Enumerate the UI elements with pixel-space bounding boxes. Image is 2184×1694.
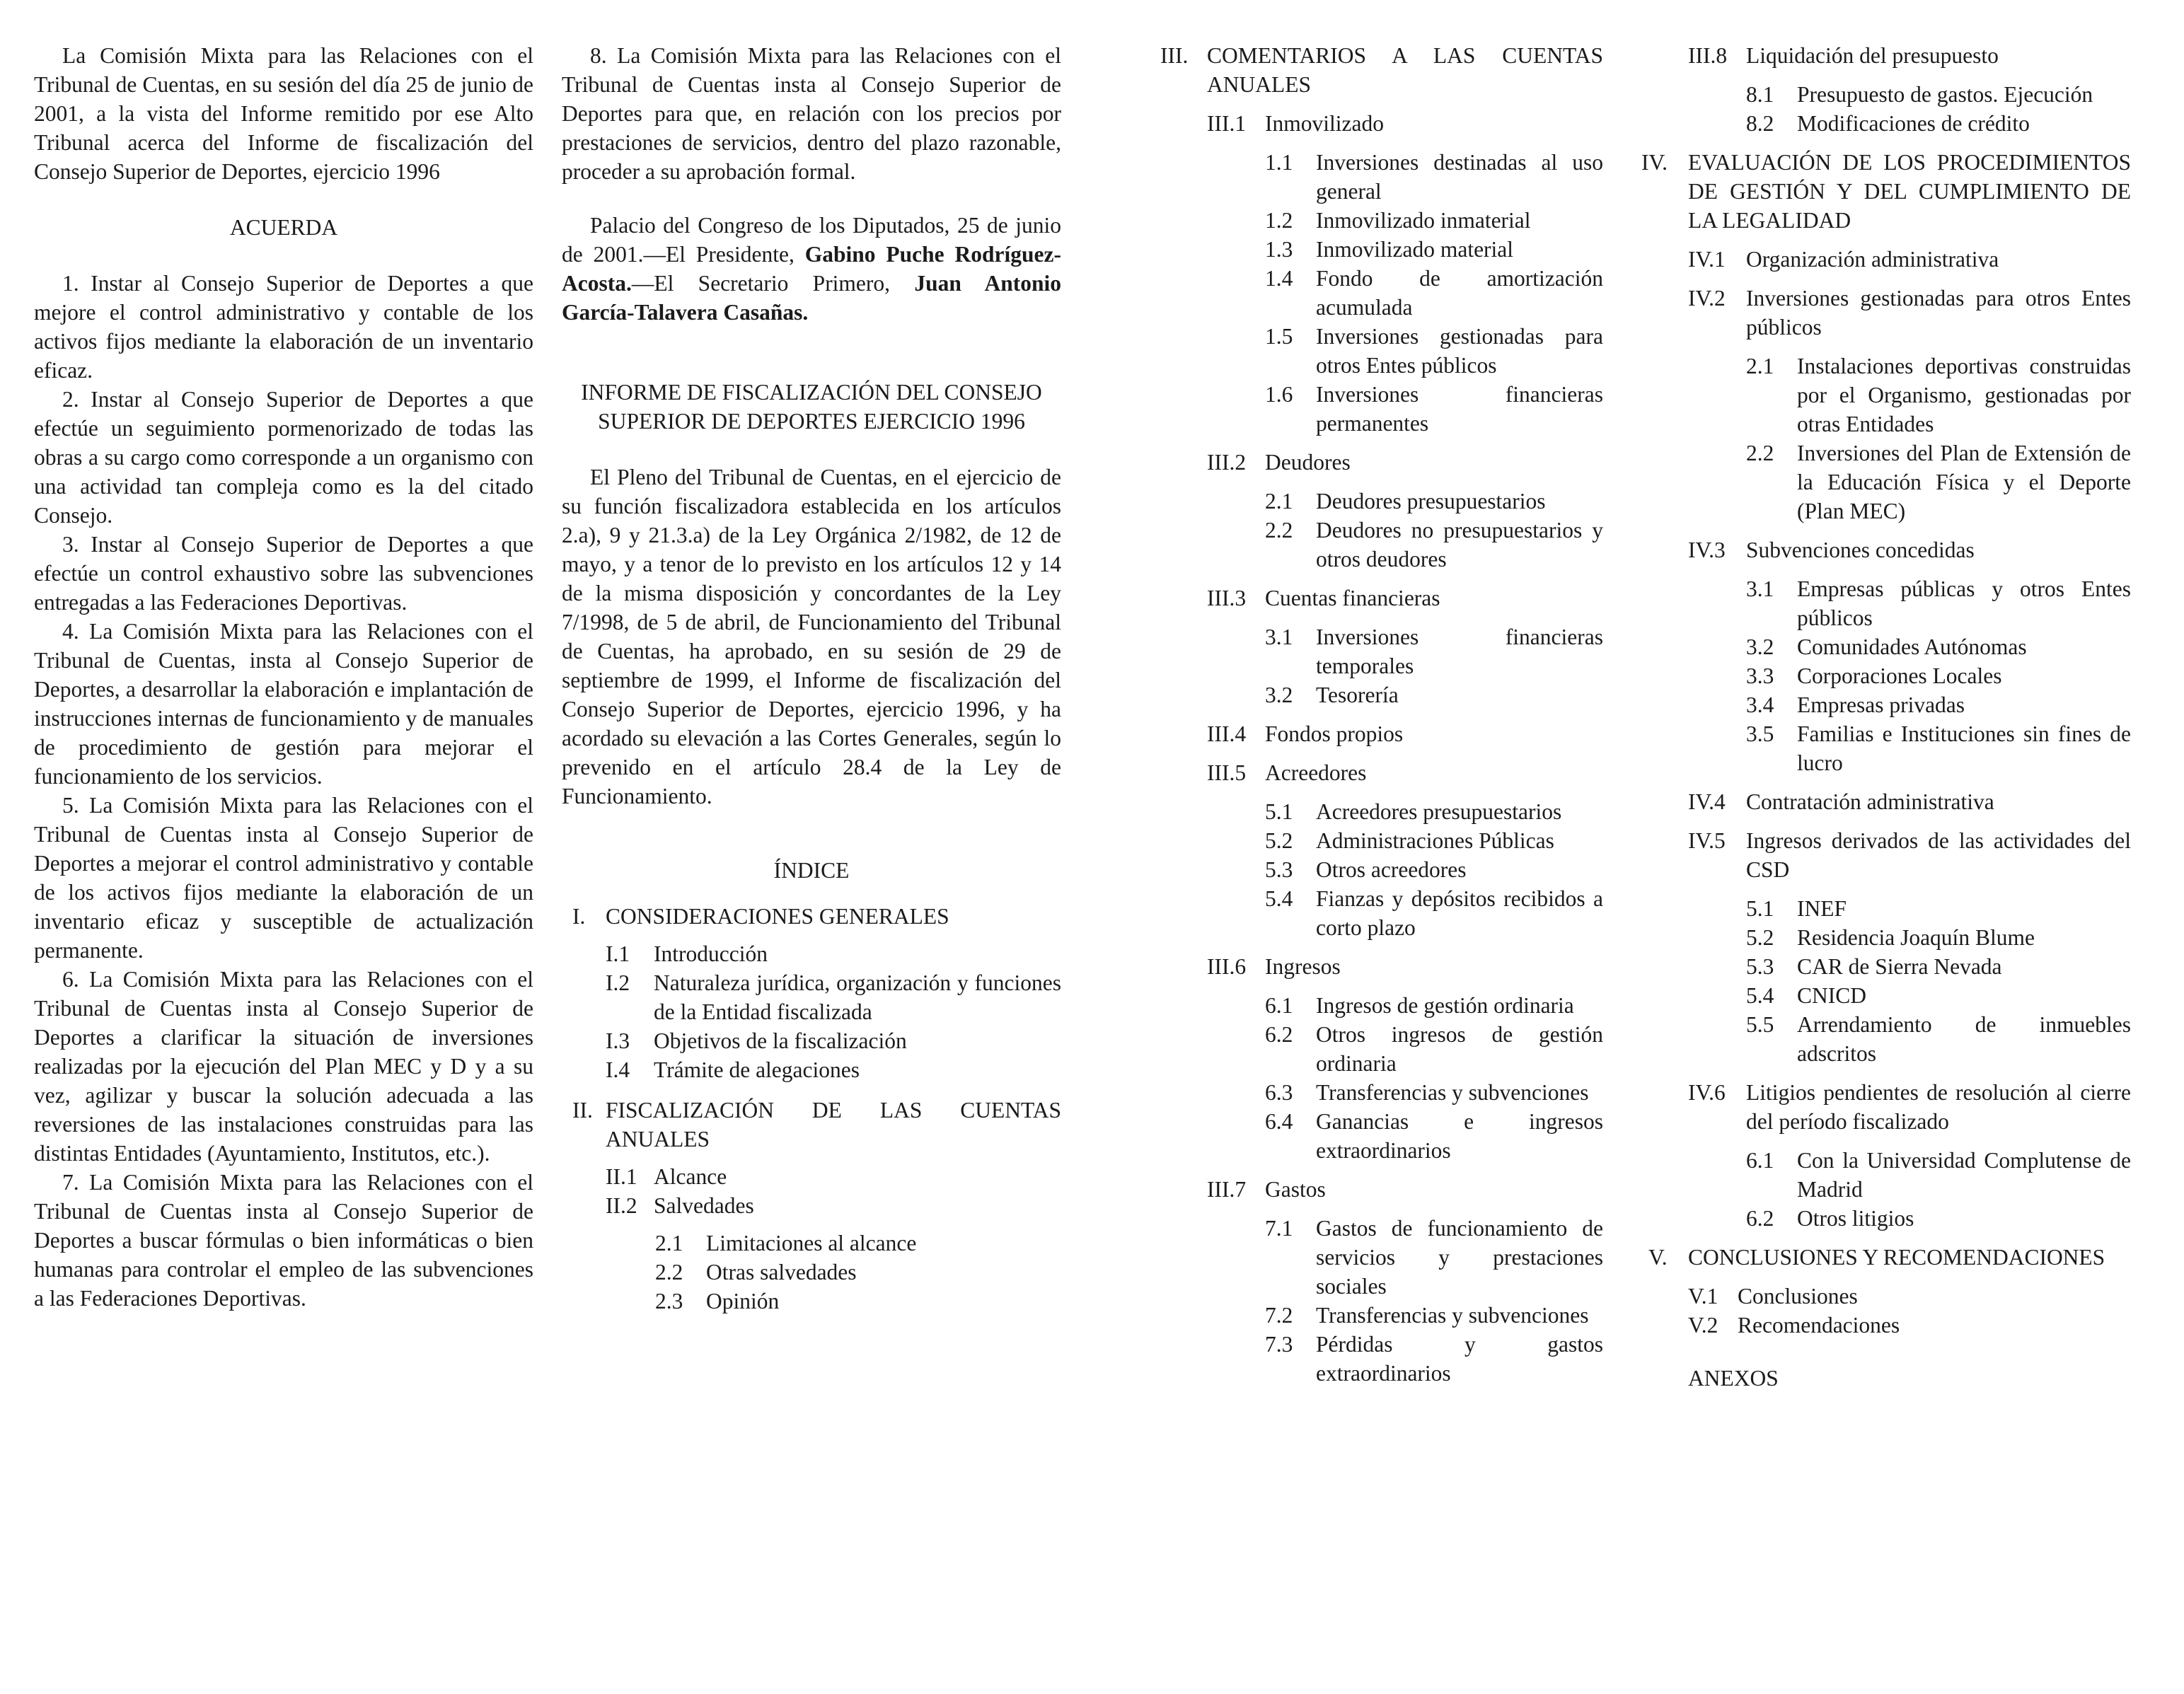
- toc-text: Pérdidas y gastos extraordinarios: [1316, 1332, 1603, 1386]
- toc-text: Deudores no presupuestarios y otros deudores: [1316, 518, 1603, 572]
- toc-subsection: [1207, 1175, 1603, 1204]
- toc-item: [1265, 622, 1603, 680]
- toc-number: 6.3: [1265, 1080, 1293, 1105]
- toc-item: [1746, 894, 2131, 923]
- toc-text: CAR de Sierra Nevada: [1797, 954, 2002, 979]
- toc-number: 2.2: [655, 1260, 683, 1284]
- toc-item: [1746, 952, 2131, 981]
- intro-paragraph: La Comisión Mixta para las Relaciones con el Tribunal de Cuentas, en su sesión del día 25 de junio de 2001, a la vista del Informe remitido por ese Alto Tribunal acerca del Informe de fiscalización del Consejo Superior de Deportes, ejercicio 1996: [34, 43, 533, 184]
- toc-item: [1746, 981, 2131, 1010]
- toc-item: [1746, 719, 2131, 777]
- toc-number: 3.3: [1746, 663, 1774, 688]
- toc-subsection: [1688, 535, 2131, 564]
- toc-text: Arrendamiento de inmuebles adscritos: [1797, 1012, 2131, 1066]
- acuerda-heading: ACUERDA: [229, 215, 338, 240]
- toc-text: CNICD: [1797, 983, 1867, 1008]
- toc-text: Tesorería: [1316, 683, 1399, 707]
- toc-number: III.6: [1207, 954, 1247, 979]
- toc-text: Presupuesto de gastos. Ejecución: [1797, 82, 2093, 107]
- toc-item: [1265, 487, 1603, 516]
- toc-text: Recomendaciones: [1738, 1313, 1900, 1338]
- toc-text: Deudores presupuestarios: [1316, 489, 1546, 514]
- agreement-point-2: 2. Instar al Consejo Superior de Deportes a que efectúe un seguimiento pormenorizado de todas las obras a su cargo como corresponde a un organismo con una actividad tan compleja como es la del citado Consejo.: [34, 387, 533, 528]
- toc-number: II.1: [606, 1164, 637, 1189]
- toc-text: Corporaciones Locales: [1797, 663, 2002, 688]
- toc-number: V.: [1648, 1245, 1668, 1270]
- toc-items-iv-2: [1746, 352, 2131, 526]
- toc-items-v: [1688, 1282, 2131, 1340]
- column-2: [562, 41, 1061, 1316]
- toc-text: Naturaleza jurídica, organización y funciones de la Entidad fiscalizada: [654, 970, 1061, 1024]
- toc-text: Con la Universidad Complutense de Madrid: [1797, 1148, 2131, 1202]
- toc-item: [1265, 797, 1603, 826]
- toc-text: Salvedades: [654, 1193, 754, 1218]
- toc-number: 1.3: [1265, 237, 1293, 262]
- toc-item: [1265, 322, 1603, 380]
- toc-number: III.5: [1207, 760, 1247, 785]
- toc-text: Deudores: [1265, 450, 1351, 475]
- toc-item: [655, 1229, 1061, 1258]
- toc-number: 2.2: [1265, 518, 1293, 543]
- toc-item: [1265, 1020, 1603, 1078]
- toc-text: Alcance: [654, 1164, 727, 1189]
- toc-text: Liquidación del presupuesto: [1746, 43, 1999, 68]
- toc-item: [655, 1258, 1061, 1287]
- toc-text: Comunidades Autónomas: [1797, 634, 2027, 659]
- toc-number: II.: [572, 1098, 593, 1122]
- toc-item: [1746, 80, 2131, 109]
- toc-number: 1.2: [1265, 208, 1293, 233]
- toc-number: 2.1: [655, 1231, 683, 1255]
- toc-subsection: [1207, 719, 1603, 748]
- toc-subsection: [1688, 787, 2131, 816]
- toc-number: 8.2: [1746, 111, 1774, 136]
- president-name: Gabino Puche Rodríguez-Acosta.: [562, 242, 1061, 296]
- toc-subsection: [1207, 109, 1603, 138]
- toc-number: 2.3: [655, 1289, 683, 1313]
- annexes-heading: ANEXOS: [1688, 1366, 1779, 1391]
- toc-number: 5.4: [1265, 886, 1293, 911]
- column-3: [1160, 41, 1603, 1388]
- toc-section-iii: [1160, 41, 1603, 99]
- report-title: INFORME DE FISCALIZACIÓN DEL CONSEJO SUPERIOR DE DEPORTES EJERCICIO 1996: [581, 380, 1042, 434]
- toc-items-iii-2: [1265, 487, 1603, 574]
- toc-title: EVALUACIÓN DE LOS PROCEDIMIENTOS DE GESTIÓN Y DEL CUMPLIMIENTO DE LA LEGALIDAD: [1688, 150, 2131, 233]
- toc-items-iv-5: [1746, 894, 2131, 1068]
- toc-text: Inversiones financieras permanentes: [1316, 382, 1603, 436]
- toc-item: [1265, 1301, 1603, 1330]
- toc-text: Otros litigios: [1797, 1206, 1914, 1231]
- toc-text: Empresas privadas: [1797, 692, 1965, 717]
- toc-number: 7.3: [1265, 1332, 1293, 1357]
- toc-text: Modificaciones de crédito: [1797, 111, 2030, 136]
- toc-number: 3.1: [1746, 576, 1774, 601]
- toc-text: Inmovilizado material: [1316, 237, 1514, 262]
- toc-item: [1265, 680, 1603, 709]
- toc-number: V.2: [1688, 1313, 1718, 1338]
- toc-text: Familias e Instituciones sin fines de lucro: [1797, 721, 2131, 775]
- toc-section-i: [572, 902, 1061, 931]
- toc-number: 5.2: [1265, 828, 1293, 853]
- agreement-point-7: 7. La Comisión Mixta para las Relaciones con el Tribunal de Cuentas insta al Consejo Superior de Deportes a buscar fórmulas o bien informáticas o bien humanas para controlar el empleo de las subvenciones a las Federaciones Deportivas.: [34, 1170, 533, 1311]
- toc-number: 5.2: [1746, 925, 1774, 950]
- toc-item: [1746, 574, 2131, 632]
- toc-text: Inversiones del Plan de Extensión de la Educación Física y el Deporte (Plan MEC): [1797, 441, 2131, 523]
- agreement-point-6: 6. La Comisión Mixta para las Relaciones con el Tribunal de Cuentas insta al Consejo Superior de Deportes a clarificar la situación de inversiones realizadas por la ejecución del Plan MEC y D y a su vez, agilizar y buscar la solución adecuada a las reversiones de las instalaciones construidas para las distintas Entidades (Ayuntamiento, Institutos, etc.).: [34, 967, 533, 1166]
- toc-number: 5.3: [1746, 954, 1774, 979]
- toc-text: Ganancias e ingresos extraordinarios: [1316, 1109, 1603, 1163]
- toc-number: III.4: [1207, 721, 1247, 746]
- toc-items-iii-7: [1265, 1214, 1603, 1388]
- toc-number: 6.1: [1265, 993, 1293, 1018]
- toc-item: [1746, 352, 2131, 439]
- toc-item: [1265, 1078, 1603, 1107]
- toc-text: Objetivos de la fiscalización: [654, 1028, 907, 1053]
- toc-number: 1.6: [1265, 382, 1293, 407]
- toc-text: Otros ingresos de gestión ordinaria: [1316, 1022, 1603, 1076]
- toc-number: III.8: [1688, 43, 1728, 68]
- toc-subsection: [1688, 284, 2131, 342]
- toc-number: 2.1: [1746, 354, 1774, 378]
- toc-text: Limitaciones al alcance: [706, 1231, 917, 1255]
- toc-number: 5.4: [1746, 983, 1774, 1008]
- toc-item: [1746, 1146, 2131, 1204]
- toc-item: [1746, 661, 2131, 690]
- toc-number: 1.5: [1265, 324, 1293, 349]
- toc-number: 5.5: [1746, 1012, 1774, 1037]
- toc-number: I.4: [606, 1057, 630, 1082]
- toc-items-iv-6: [1746, 1146, 2131, 1233]
- toc-subsection: [1207, 584, 1603, 613]
- agreement-point-4: 4. La Comisión Mixta para las Relaciones con el Tribunal de Cuentas, insta al Consejo Superior de Deportes, a desarrollar la elaboración e implantación de instrucciones internas de funcionamiento y de manuales de procedimiento de gestión para mejorar el funcionamiento de los servicios.: [34, 619, 533, 789]
- toc-section-v: [1648, 1243, 2131, 1272]
- toc-items-iii-6: [1265, 991, 1603, 1165]
- toc-text: Acreedores presupuestarios: [1316, 799, 1562, 824]
- toc-text: Empresas públicas y otros Entes públicos: [1797, 576, 2131, 630]
- toc-text: Otras salvedades: [706, 1260, 857, 1284]
- toc-section-i-items: [606, 939, 1061, 1084]
- toc-item: [1746, 1010, 2131, 1068]
- toc-number: IV.5: [1688, 828, 1726, 853]
- toc-number: I.1: [606, 941, 630, 966]
- toc-items-iii-3: [1265, 622, 1603, 709]
- toc-number: III.3: [1207, 586, 1247, 610]
- toc-text: Cuentas financieras: [1265, 586, 1440, 610]
- toc-item: [606, 1191, 1061, 1220]
- toc-item: [1746, 632, 2131, 661]
- toc-title: CONSIDERACIONES GENERALES: [606, 904, 949, 929]
- toc-number: IV.3: [1688, 538, 1726, 562]
- toc-number: 3.2: [1265, 683, 1293, 707]
- toc-number: III.2: [1207, 450, 1247, 475]
- toc-number: 5.3: [1265, 857, 1293, 882]
- toc-number: 5.1: [1265, 799, 1293, 824]
- toc-section-ii-2-items: [655, 1229, 1061, 1316]
- toc-item: [1265, 235, 1603, 264]
- toc-subsection: [1688, 41, 2131, 70]
- toc-item: [1265, 516, 1603, 574]
- toc-text: Inmovilizado inmaterial: [1316, 208, 1531, 233]
- toc-number: 5.1: [1746, 896, 1774, 921]
- toc-number: 2.2: [1746, 441, 1774, 465]
- toc-text: Gastos de funcionamiento de servicios y prestaciones sociales: [1316, 1216, 1603, 1299]
- toc-text: Conclusiones: [1738, 1284, 1858, 1309]
- toc-text: Fondos propios: [1265, 721, 1404, 746]
- toc-item: [1265, 206, 1603, 235]
- secretary-name: Juan Antonio García-Talavera Casañas.: [562, 271, 1062, 325]
- toc-item: [606, 1055, 1061, 1084]
- toc-text: Gastos: [1265, 1177, 1326, 1202]
- toc-item: [606, 1162, 1061, 1191]
- toc-number: I.2: [606, 970, 630, 995]
- toc-item: [1746, 439, 2131, 526]
- toc-items-iii-1: [1265, 148, 1603, 438]
- toc-item: [1265, 884, 1603, 942]
- toc-title: COMENTARIOS A LAS CUENTAS ANUALES: [1207, 43, 1603, 97]
- toc-item: [1265, 1107, 1603, 1165]
- toc-text: Trámite de alegaciones: [654, 1057, 860, 1082]
- toc-subsection: [1688, 1078, 2131, 1136]
- toc-number: 6.4: [1265, 1109, 1293, 1134]
- toc-item: [1265, 1214, 1603, 1301]
- toc-item: [1746, 690, 2131, 719]
- toc-number: 1.1: [1265, 150, 1293, 175]
- toc-subsection: [1207, 758, 1603, 787]
- toc-text: Transferencias y subvenciones: [1316, 1303, 1589, 1328]
- toc-text: Otros acreedores: [1316, 857, 1467, 882]
- toc-title: FISCALIZACIÓN DE LAS CUENTAS ANUALES: [606, 1098, 1061, 1151]
- toc-number: 6.2: [1265, 1022, 1293, 1047]
- toc-number: 2.1: [1265, 489, 1293, 514]
- toc-number: IV.6: [1688, 1080, 1726, 1105]
- toc-item: [1688, 1311, 2131, 1340]
- toc-item: [1265, 1330, 1603, 1388]
- toc-text: Instalaciones deportivas construidas por el Organismo, gestionadas por otras Entidades: [1797, 354, 2131, 436]
- toc-text: Ingresos de gestión ordinaria: [1316, 993, 1574, 1018]
- toc-number: IV.2: [1688, 286, 1726, 311]
- toc-text: Inversiones gestionadas para otros Entes públicos: [1746, 286, 2131, 340]
- toc-item: [606, 968, 1061, 1026]
- toc-number: 3.4: [1746, 692, 1774, 717]
- toc-number: 6.1: [1746, 1148, 1774, 1173]
- toc-items-iv-3: [1746, 574, 2131, 777]
- toc-number: I.: [572, 904, 586, 929]
- secretary-label: —El Secretario Primero,: [631, 271, 915, 296]
- toc-text: Ingresos derivados de las actividades del CSD: [1746, 828, 2131, 882]
- toc-number: I.3: [606, 1028, 630, 1053]
- toc-text: Inversiones destinadas al uso general: [1316, 150, 1603, 204]
- toc-text: Organización administrativa: [1746, 247, 1999, 272]
- toc-text: Transferencias y subvenciones: [1316, 1080, 1589, 1105]
- toc-item: [1265, 826, 1603, 855]
- toc-number: III.7: [1207, 1177, 1247, 1202]
- column-4: [1641, 41, 2131, 1393]
- toc-section-ii-items: [606, 1162, 1061, 1220]
- toc-items-iii-5: [1265, 797, 1603, 942]
- toc-text: Inversiones gestionadas para otros Entes públicos: [1316, 324, 1603, 378]
- toc-item: [606, 1026, 1061, 1055]
- toc-number: 1.4: [1265, 266, 1293, 291]
- agreement-point-1: 1. Instar al Consejo Superior de Deportes a que mejore el control administrativo y contable de los activos fijos mediante la elaboración de un inventario eficaz.: [34, 271, 533, 383]
- toc-subsection: [1688, 245, 2131, 274]
- toc-text: Administraciones Públicas: [1316, 828, 1554, 853]
- toc-text: Inversiones financieras temporales: [1316, 625, 1603, 678]
- toc-subsection: [1207, 952, 1603, 981]
- toc-number: 3.1: [1265, 625, 1293, 649]
- toc-item: [1265, 855, 1603, 884]
- toc-item: [1688, 1282, 2131, 1311]
- toc-number: 7.2: [1265, 1303, 1293, 1328]
- toc-number: III.1: [1207, 111, 1247, 136]
- column-1: [34, 41, 533, 1313]
- toc-text: Contratación administrativa: [1746, 789, 1994, 814]
- toc-number: IV.1: [1688, 247, 1726, 272]
- toc-text: Inmovilizado: [1265, 111, 1384, 136]
- toc-text: Subvenciones concedidas: [1746, 538, 1975, 562]
- toc-subsection: [1688, 826, 2131, 884]
- toc-text: INEF: [1797, 896, 1847, 921]
- toc-title: CONCLUSIONES Y RECOMENDACIONES: [1688, 1245, 2105, 1270]
- signature-paragraph: [562, 211, 1061, 327]
- toc-item: [1265, 380, 1603, 438]
- toc-section-ii: [572, 1096, 1061, 1154]
- signature-date: Palacio del Congreso de los Diputados, 25 de junio de 2001.—El Presidente,: [562, 213, 1061, 267]
- toc-item: [1746, 109, 2131, 138]
- agreement-point-5: 5. La Comisión Mixta para las Relaciones con el Tribunal de Cuentas insta al Consejo Superior de Deportes a mejorar el control administrativo y contable de los activos fijos mediante la elaboración de un inventario eficaz y susceptible de actualización permanente.: [34, 793, 533, 963]
- agreement-point-8: 8. La Comisión Mixta para las Relaciones con el Tribunal de Cuentas insta al Consejo Superior de Deportes para que, en relación con los precios por prestaciones de servicios, dentro del plazo razonable, proceder a su aprobación formal.: [562, 43, 1061, 184]
- toc-section-iv: [1641, 148, 2131, 235]
- toc-text: Residencia Joaquín Blume: [1797, 925, 2035, 950]
- toc-number: 6.2: [1746, 1206, 1774, 1231]
- toc-number: 3.2: [1746, 634, 1774, 659]
- toc-number: IV.: [1641, 150, 1668, 175]
- toc-number: II.2: [606, 1193, 637, 1218]
- toc-text: Fianzas y depósitos recibidos a corto plazo: [1316, 886, 1603, 940]
- toc-subsection: [1207, 448, 1603, 477]
- toc-number: V.1: [1688, 1284, 1718, 1309]
- toc-text: Ingresos: [1265, 954, 1341, 979]
- toc-item: [1746, 923, 2131, 952]
- toc-text: Introducción: [654, 941, 768, 966]
- toc-text: Acreedores: [1265, 760, 1367, 785]
- toc-number: 3.5: [1746, 721, 1774, 746]
- toc-number: 8.1: [1746, 82, 1774, 107]
- toc-number: IV.4: [1688, 789, 1726, 814]
- toc-item: [1265, 991, 1603, 1020]
- toc-item: [1265, 148, 1603, 206]
- toc-item: [606, 939, 1061, 968]
- pleno-paragraph: El Pleno del Tribunal de Cuentas, en el ejercicio de su función fiscalizadora establecida en los artículos 2.a), 9 y 21.3.a) de la Ley Orgánica 2/1982, de 12 de mayo, y a tenor de lo previsto en los artículos 12 y 14 de la misma disposición y concordantes de la Ley 7/1998, de 5 de abril, de Funcionamiento del Tribunal de Cuentas, ha aprobado, en su sesión de 29 de septiembre de 1999, el Informe de fiscalización del Consejo Superior de Deportes, ejercicio 1996, y ha acordado su elevación a las Cortes Generales, según lo prevenido en el artículo 28.4 de la Ley de Funcionamiento.: [562, 465, 1061, 808]
- toc-item: [1746, 1204, 2131, 1233]
- toc-number: 7.1: [1265, 1216, 1293, 1241]
- toc-items-iii-8: [1746, 80, 2131, 138]
- toc-text: Opinión: [706, 1289, 780, 1313]
- index-heading: ÍNDICE: [773, 858, 850, 883]
- toc-text: Fondo de amortización acumulada: [1316, 266, 1603, 320]
- toc-text: Litigios pendientes de resolución al cierre del período fiscalizado: [1746, 1080, 2131, 1134]
- toc-item: [655, 1287, 1061, 1316]
- toc-number: III.: [1160, 43, 1189, 68]
- agreement-point-3: 3. Instar al Consejo Superior de Deportes a que efectúe un control exhaustivo sobre las subvenciones entregadas a las Federaciones Deportivas.: [34, 532, 533, 615]
- toc-item: [1265, 264, 1603, 322]
